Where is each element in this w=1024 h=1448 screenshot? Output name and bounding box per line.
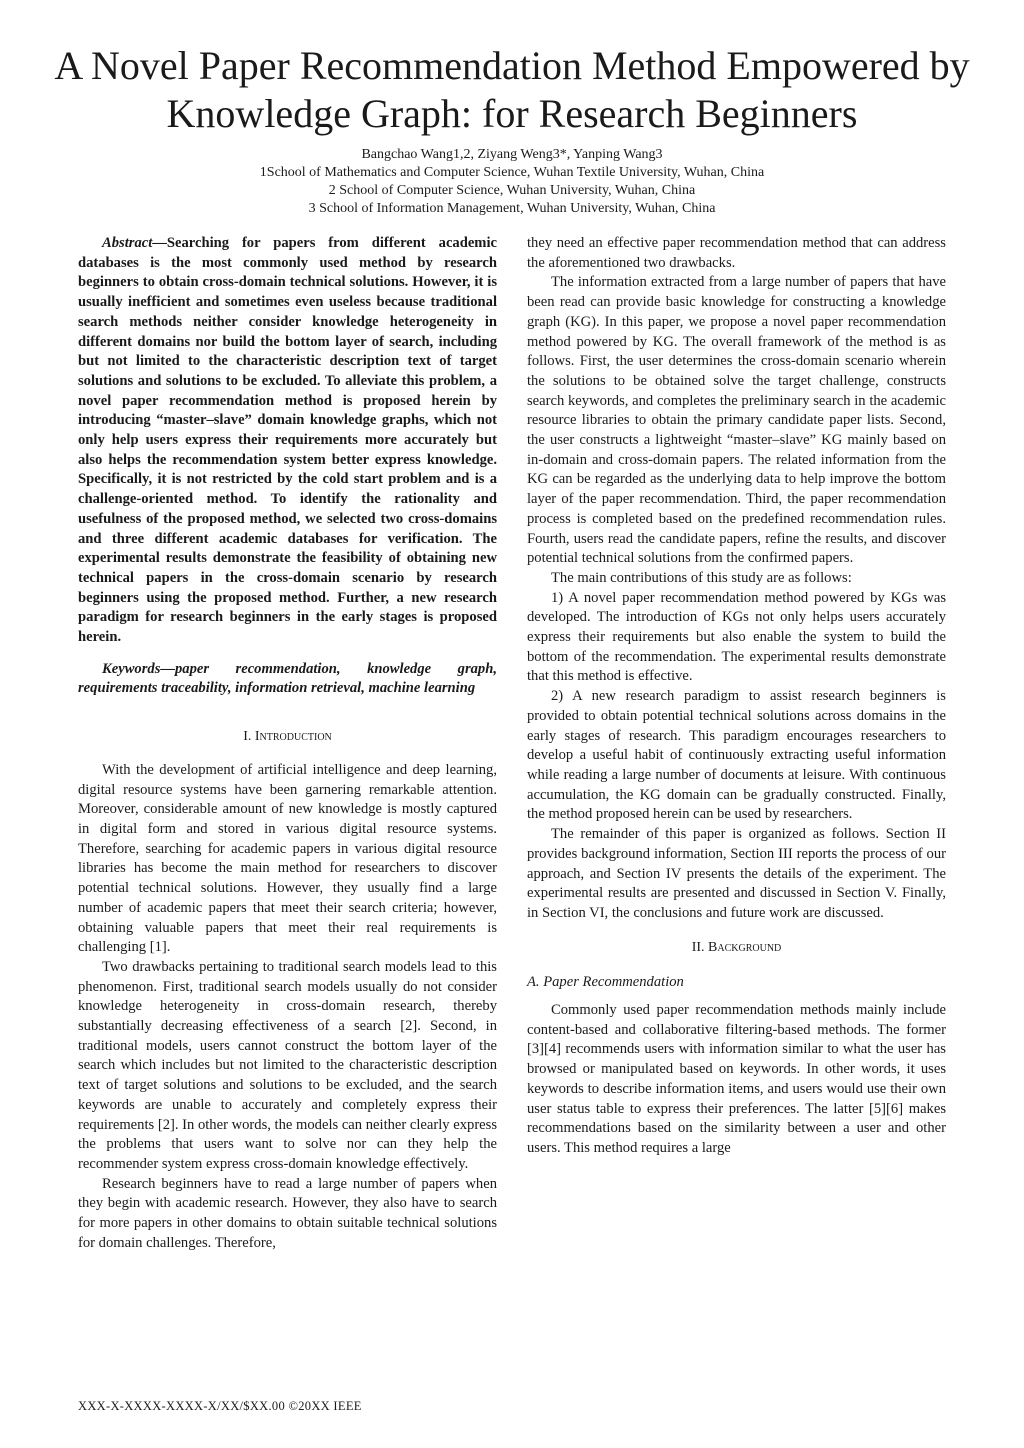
section-number: I. bbox=[243, 729, 255, 745]
keywords: Keywords—paper recommendation, knowledge graph, requirements traceability, information retrieval, machine learning bbox=[78, 660, 497, 697]
affiliation-3: 3 School of Information Management, Wuhan University, Wuhan, China bbox=[308, 201, 716, 216]
author-block bbox=[40, 146, 984, 218]
abstract-label: Abstract bbox=[102, 235, 153, 251]
affiliation-2: 2 School of Computer Science, Wuhan University, Wuhan, China bbox=[328, 183, 696, 198]
abstract bbox=[78, 234, 497, 648]
paragraph: The main contributions of this study are as follows: bbox=[551, 569, 852, 586]
paragraph: The information extracted from a large number of papers that have been read can provide basic knowledge for constructing a knowledge graph (KG). In this paper, we propose a novel paper recommendation method powered by KG. The overall framework of the method is as follows. First, the user determines the cross-domain scenario wherein the solutions to be obtained solve the target challenge, constructs search keywords, and completes the preliminary search in the academic resource libraries to obtain the primary candidate paper lists. Second, the user constructs a lightweight “master–slave” KG mainly based on in-domain and cross-domain papers. The related information from the KG can be regarded as the underlying data to help improve the bottom layer of the paper recommendation. Third, the paper recommendation process is completed based on the predefined recommendation rules. Fourth, users read the candidate papers, refine the results, and discover potential technical solutions from the confirmed papers. bbox=[527, 274, 946, 567]
left-column bbox=[78, 234, 497, 1253]
affiliation-1: 1School of Mathematics and Computer Science, Wuhan Textile University, Wuhan, China bbox=[259, 165, 765, 180]
paragraph: they need an effective paper recommendation method that can address the aforementioned two drawbacks. bbox=[527, 235, 946, 271]
paragraph: The remainder of this paper is organized as follows. Section II provides background information, Section III reports the process of our approach, and Section IV presents the details of the experiment. The experimental results are presented and discussed in Section V. Finally, in Section VI, the conclusions and future work are discussed. bbox=[527, 826, 946, 921]
section-heading-introduction bbox=[78, 727, 497, 747]
paragraph: 2) A new research paradigm to assist research beginners is provided to obtain potential technical solutions across domains in the early stages of research. This paradigm encourages researchers to develop a useful habit of continuously extracting useful information while reading a large number of documents at leisure. With continuous accumulation, the KG domain can be gradually constructed. Finally, the method proposed herein can be used by researchers. bbox=[527, 688, 946, 823]
section-number: II. bbox=[691, 939, 709, 955]
copyright-footer: XXX-X-XXXX-XXXX-X/XX/$XX.00 ©20XX IEEE bbox=[78, 1399, 362, 1413]
subsection-heading: A. Paper Recommendation bbox=[527, 974, 684, 991]
paragraph: Commonly used paper recommendation methods mainly include content-based and collaborative filtering-based methods. The former [3][4] recommends users with information similar to what the user has browsed or manipulated based on keywords. In other words, it uses keywords to describe information items, and users would use their own user status table to express their preferences. The latter [5][6] makes recommendations based on the similarity between a user and other users. This method requires a large bbox=[527, 1002, 946, 1156]
author-names: Bangchao Wang1,2, Ziyang Weng3*, Yanping Wang3 bbox=[361, 147, 663, 162]
paragraph: Two drawbacks pertaining to traditional search models lead to this phenomenon. First, traditional search models usually do not consider knowledge heterogeneity in cross-domain research, thereby substantially decreasing effectiveness of a search [2]. Second, in traditional models, users cannot construct the bottom layer of the search which includes but not limited to the characteristic description text of target solutions and solutions to be excluded, and the search keywords are unable to accurately and completely express their requirements [2]. In other words, the models can neither clearly express the problems that users want to solve nor can they help the recommender system express cross-domain knowledge effectively. bbox=[78, 958, 498, 1172]
section-title: Background bbox=[708, 939, 782, 955]
section-heading-background bbox=[527, 938, 946, 958]
paper-title: A Novel Paper Recommendation Method Empowered by Knowledge Graph: for Research Beginners bbox=[54, 43, 970, 136]
paragraph: With the development of artificial intelligence and deep learning, digital resource systems have been garnering remarkable attention. Moreover, considerable amount of new knowledge is mostly captured in digital form and stored in various digital resource systems. Therefore, searching for academic papers in various digital resource libraries has become the main method for researchers to discover potential technical solutions. However, they usually find a large number of academic papers that meet their search criteria; however, obtaining valuable papers that meet their real requirements is challenging [1]. bbox=[78, 761, 497, 956]
paragraph: 1) A novel paper recommendation method powered by KGs was developed. The introduction of KGs not only helps users accurately express their requirements but also enable the system to build the bottom of the recommendation. The experimental results demonstrate that this method is effective. bbox=[527, 589, 946, 685]
section-title: Introduction bbox=[254, 729, 332, 745]
right-column bbox=[527, 234, 946, 1159]
abstract-text: —Searching for papers from different academic databases is the most commonly used method by research beginners to obtain cross-domain technical solutions. However, it is usually inefficient and sometimes even useless because traditional search methods neither consider knowledge heterogeneity in different domains nor build the bottom layer of search, including but not limited to the characteristic description text of target solutions and solutions to be excluded. To alleviate this problem, a novel paper recommendation method is proposed herein by introducing “master–slave” domain knowledge graphs, which not only help users express their requirements more accurately but also helps the recommendation system better express knowledge. Specifically, it is not restricted by the cold start problem and is a challenge-oriented method. To identify the rationality and usefulness of the proposed method, we selected two cross-domains and three different academic databases for verification. The experimental results demonstrate the feasibility of obtaining new technical papers in the cross-domain scenario by research beginners using the proposed method. Further, a new research paradigm for research beginners in the early stages is proposed herein. bbox=[78, 235, 497, 646]
paragraph: Research beginners have to read a large number of papers when they begin with academic research. However, they also have to search for more papers in other domains to obtain suitable technical solutions for domain challenges. Therefore, bbox=[78, 1175, 497, 1251]
